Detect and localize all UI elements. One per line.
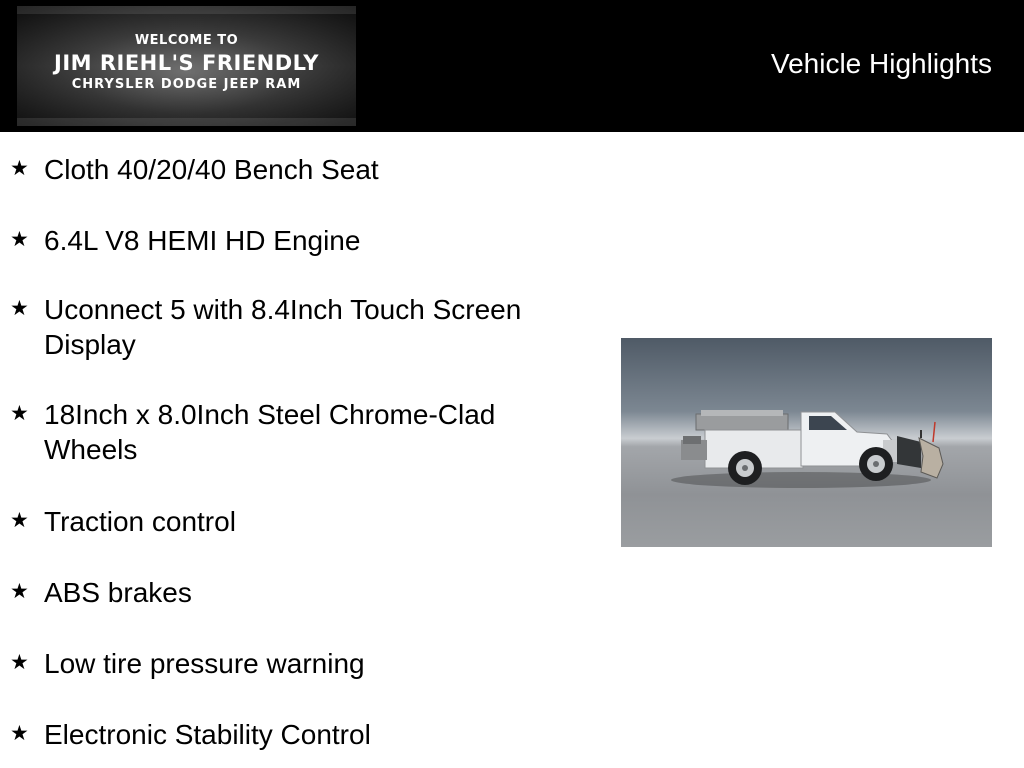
star-icon: ★ — [10, 579, 29, 603]
pickup-truck-image — [621, 338, 992, 547]
dealer-logo — [17, 6, 356, 126]
star-icon: ★ — [10, 296, 29, 320]
star-icon: ★ — [10, 227, 29, 251]
star-icon: ★ — [10, 650, 29, 674]
feature-label: 18Inch x 8.0Inch Steel Chrome-Clad Wheels — [44, 399, 496, 465]
page-header — [0, 0, 1024, 132]
feature-label: Electronic Stability Control — [44, 719, 371, 750]
star-icon: ★ — [10, 721, 29, 745]
feature-label: Cloth 40/20/40 Bench Seat — [44, 154, 379, 185]
star-icon: ★ — [10, 401, 29, 425]
feature-label: ABS brakes — [44, 577, 192, 608]
vehicle-photo — [621, 338, 992, 547]
star-icon: ★ — [10, 156, 29, 180]
page-title: Vehicle Highlights — [770, 48, 992, 79]
logo-dealer-name: JIM RIEHL'S FRIENDLY — [54, 51, 319, 75]
star-icon: ★ — [10, 508, 29, 532]
feature-label: Uconnect 5 with 8.4Inch Touch Screen Display — [44, 294, 522, 360]
feature-label: Traction control — [44, 506, 236, 537]
logo-welcome-text: WELCOME TO — [134, 33, 239, 48]
feature-label: Low tire pressure warning — [44, 648, 365, 679]
feature-label: 6.4L V8 HEMI HD Engine — [44, 225, 361, 256]
logo-brands-text: CHRYSLER DODGE JEEP RAM — [71, 77, 302, 92]
